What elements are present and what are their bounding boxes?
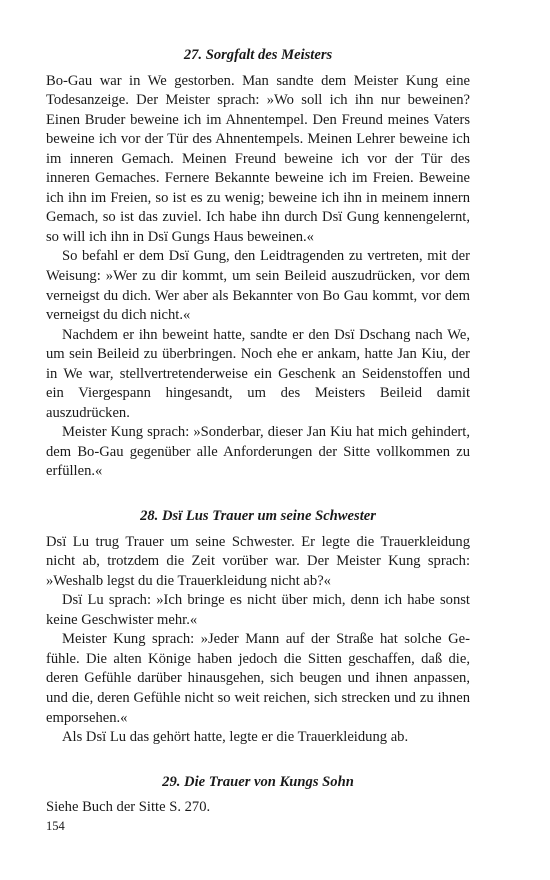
paragraph: Nachdem er ihn beweint hatte, sandte er den Dsï Dschang nach We, um sein Beileid zu überbringen. Noch ehe er ankam, hatte Jan Kiu, der in We war, stellvertretenderweise ein Geschenk an Seidenstoffen und ein Viergespann hingesandt, um des Meisters Beileid damit auszudrücken. xyxy=(46,326,470,421)
paragraph: Dsï Lu trug Trauer um seine Schwester. Er legte die Trauerkleidung nicht ab, trotzdem die Zeit vorüber war. Der Meister Kung sprach: »Weshalb legst du die Trauerkleidung nicht ab?« xyxy=(46,533,470,589)
paragraph: Dsï Lu sprach: »Ich bringe es nicht über mich, denn ich habe sonst keine Geschwister mehr.« xyxy=(46,592,470,628)
page-number: 154 xyxy=(46,819,65,833)
paragraph: Siehe Buch der Sitte S. 270. xyxy=(46,799,211,816)
section-heading: 29. Die Trauer von Kungs Sohn xyxy=(162,773,354,790)
section-heading: 27. Sorgfalt des Meisters xyxy=(183,47,333,63)
paragraph: Meister Kung sprach: »Sonderbar, dieser Jan Kiu hat mich gehindert, dem Bo-Gau gegenüber alle Anforderungen der Sitte vollkommen zu erfüllen.« xyxy=(46,424,470,480)
section-28 xyxy=(46,507,470,748)
section-27 xyxy=(46,46,470,482)
paragraph: Meister Kung sprach: »Jeder Mann auf der Straße hat solche Gefühle. Die alten Könige haben jedoch die Sitten geschaffen, daß die, deren Gefühle darüber hinausgehen, sich beugen und ihnen anpassen, und die, deren Gefühle nicht so weit reichen, sich strecken und zu ihnen emporsehen.« xyxy=(46,631,470,726)
section-29 xyxy=(46,773,470,818)
section-spacer xyxy=(46,748,470,773)
section-heading: 28. Dsï Lus Trauer um seine Schwester xyxy=(140,508,376,525)
paragraph: Bo-Gau war in We gestorben. Man sandte dem Meister Kung eine Todesanzeige. Der Meister sprach: »Wo soll ich ihn nur beweinen? Einen Bruder beweine ich im Ahnentempel. Den Freund meines Vaters beweine ich vor der Tür des Ahnentempels. Meinen Lehrer beweine ich im inneren Gemach. Meinen Freund beweine ich vor der Tür des inneren Gemaches. Fernere Bekannte beweine ich im Freien. Beweine ich ihn im Freien, so ist es zu wenig; beweine ich ihn in meinem innern Gemach, so ist das zuviel. Ich habe ihn durch Dsï Gung kennengelernt, so will ich ihn in Dsï Gungs Haus beweinen.« xyxy=(46,72,470,245)
paragraph: So befahl er dem Dsï Gung, den Leidtragenden zu vertreten, mit der Weisung: »Wer zu dir kommt, um sein Beileid auszudrücken, vor dem verneigst du dich. Wer aber als Bekannter von Bo Gau kommt, vor dem verneigst du dich nicht.« xyxy=(46,248,470,324)
section-spacer xyxy=(46,482,470,507)
paragraph: Als Dsï Lu das gehört hatte, legte er die Trauerkleidung ab. xyxy=(62,729,409,746)
book-page xyxy=(46,46,470,818)
